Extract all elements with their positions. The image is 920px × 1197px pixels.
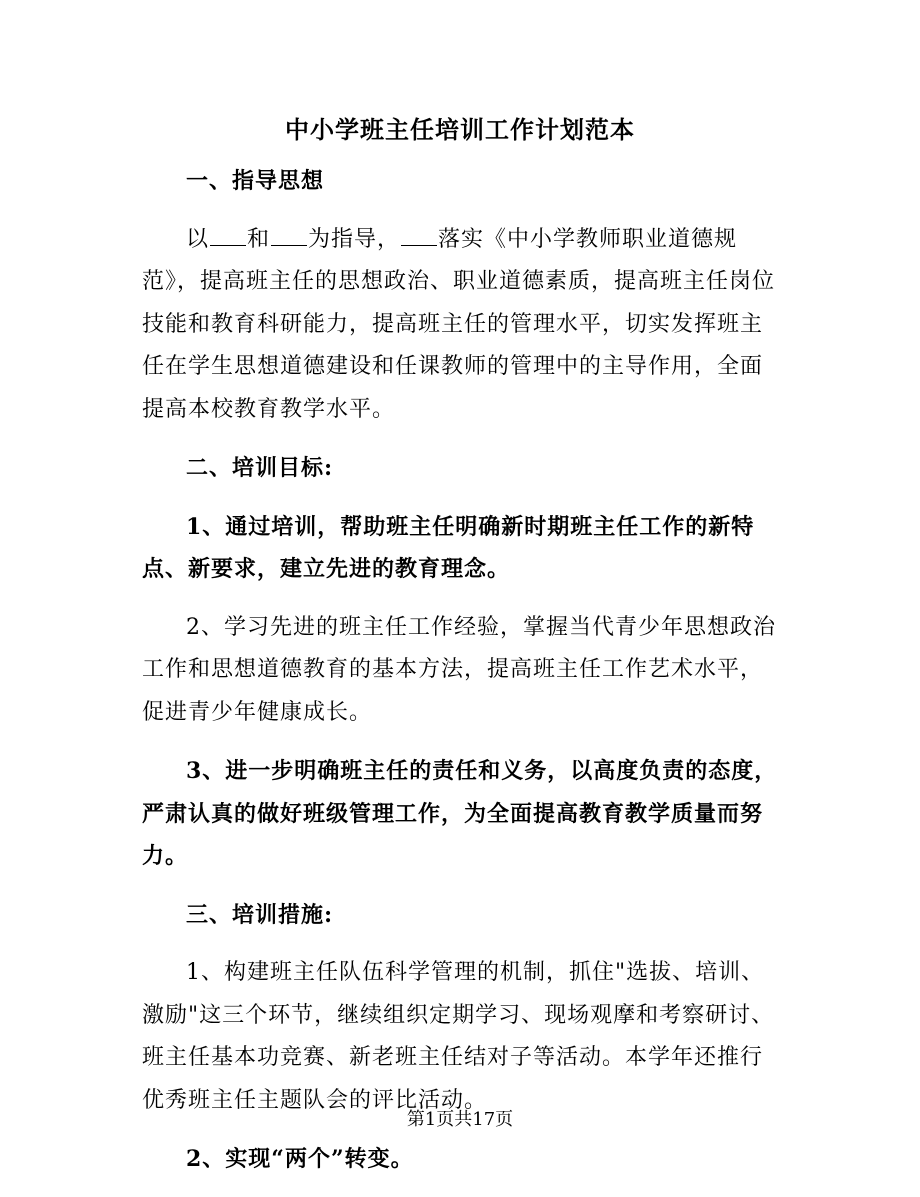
measure-item-2: 2、实现“两个”转变。	[186, 1146, 414, 1172]
goal-item-1: 1、通过培训，帮助班主任明确新时期班主任工作的新特点、新要求，建立先进的教育理念。	[142, 513, 755, 582]
fill-blank	[271, 225, 307, 246]
goal-item-3: 3、进一步明确班主任的责任和义务，以高度负责的态度，严肃认真的做好班级管理工作，为全面提高教育教学质量而努力。	[142, 758, 778, 869]
measure-item-1: 1、构建班主任队伍科学管理的机制，抓住"选拔、培训、激励"这三个环节，继续组织定期学习、现场观摩和考察研讨、班主任基本功竞赛、新老班主任结对子等活动。本学年还推行优秀班主任主题队会的评比活动。	[142, 960, 775, 1113]
page-number-footer: 第1页共17页	[406, 1109, 514, 1130]
text-segment: 和	[247, 226, 271, 252]
section-heading-guiding-thought: 一、指导思想	[186, 168, 325, 194]
document-title: 中小学班主任培训工作计划范本	[285, 115, 635, 144]
goal-item-2: 2、学习先进的班主任工作经验，掌握当代青少年思想政治工作和思想道德教育的基本方法，提高班主任工作艺术水平，促进青少年健康成长。	[142, 614, 776, 725]
document-body	[142, 160, 782, 1197]
fill-blank	[401, 225, 437, 246]
paragraph-guiding-thought	[142, 219, 782, 432]
text-segment: 落实《中小学教师职业道德规范》，提高班主任的思想政治、职业道德素质，提高班主任岗位技能和教育科研能力，提高班主任的管理水平，切实发挥班主任在学生思想道德建设和任课教师的管理中的主导作用，全面提高本校教育教学水平。	[142, 226, 776, 422]
text-segment: 为指导，	[308, 226, 401, 252]
fill-blank	[210, 225, 246, 246]
section-heading-training-goals: 二、培训目标:	[186, 455, 334, 481]
section-heading-training-measures: 三、培训措施:	[186, 901, 334, 928]
text-segment: 以	[186, 226, 210, 252]
